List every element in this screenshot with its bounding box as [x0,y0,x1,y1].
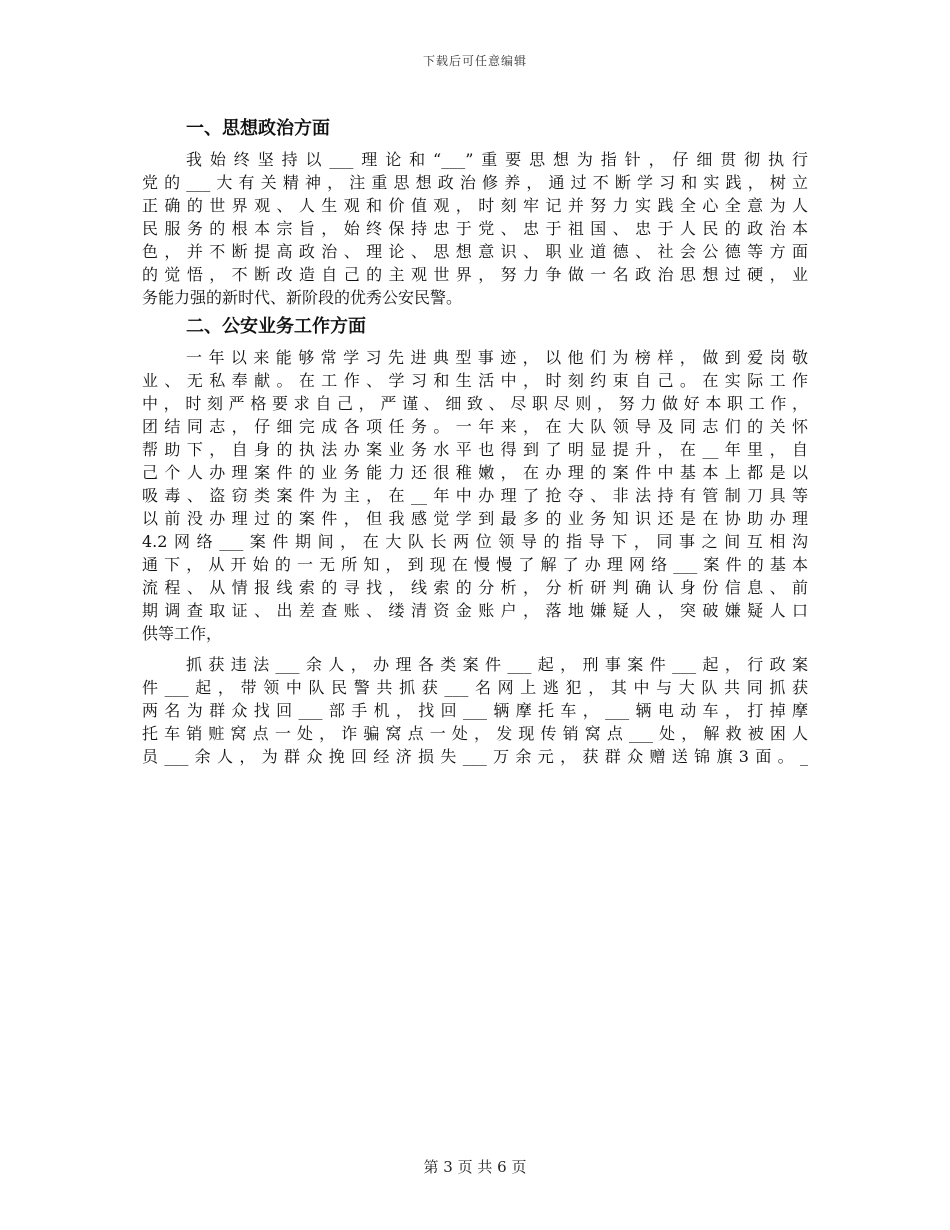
text-line: 托车销赃窝点一处，诈骗窝点一处，发现传销窝点___处，解救被困人 [142,724,808,743]
page-footer: 第 3 页 共 6 页 [423,1158,527,1176]
text-line: 以前没办理过的案件，但我感觉学到最多的业务知识还是在协助办理 [142,509,808,528]
text-line: 流程、从情报线索的寻找，线索的分析，分析研判确认身份信息、前 [142,578,808,597]
text-line: 中，时刻严格要求自己，严谨、细致、尽职尽则，努力做好本职工作， [142,394,808,413]
page-header: 下载后可任意编辑 [422,54,527,68]
text-line: 民服务的根本宗旨，始终保持忠于党、忠于祖国、忠于人民的政治本 [142,219,808,238]
text-line: 团结同志，仔细完成各项任务。一年来，在大队领导及同志们的关怀 [142,417,808,436]
text-line: 正确的世界观、人生观和价值观，时刻牢记并努力实践全心全意为人 [142,196,808,215]
text-line: 的觉悟，不断改造自己的主观世界，努力争做一名政治思想过硬，业 [142,265,808,284]
paragraph-1 [142,147,808,308]
text-line: 一年以来能够常学习先进典型事迹，以他们为榜样，做到爱岗敬 [186,348,808,367]
text-line: 我始终坚持以___理论和“___”重要思想为指针，仔细贯彻执行 [186,150,808,169]
text-line: 务能力强的新时代、新阶段的优秀公安民警。 [142,288,463,307]
text-line: 色，并不断提高政治、理论、思想意识、职业道德、社会公德等方面 [142,242,808,261]
text-line: 通下，从开始的一无所知，到现在慢慢了解了办理网络___案件的基本 [142,555,808,574]
text-line: 期调查取证、出差查账、缕清资金账户，落地嫌疑人，突破嫌疑人口 [142,601,808,620]
text-line: 党的___大有关精神，注重思想政治修养，通过不断学习和实践，树立 [142,173,808,192]
section-heading-1: 一、思想政治方面 [186,118,330,139]
text-line: 己个人办理案件的业务能力还很稚嫩，在办理的案件中基本上都是以 [142,463,808,482]
text-line: 抓获违法___余人，办理各类案件___起，刑事案件___起，行政案 [186,655,808,674]
text-line: 4.2网络___案件期间，在大队长两位领导的指导下，同事之间互相沟 [142,532,808,551]
text-line: 帮助下，自身的执法办案业务水平也得到了明显提升，在__年里，自 [142,440,808,459]
text-line: 件___起，带领中队民警共抓获___名网上逃犯，其中与大队共同抓获 [142,678,808,697]
section-heading-2: 二、公安业务工作方面 [186,316,366,337]
paragraph-gap [142,644,808,652]
document-body [142,110,808,767]
text-line: 员___余人，为群众挽回经济损失___万余元，获群众赠送锦旗3面。_ [142,747,808,766]
paragraph-3 [142,652,808,767]
text-line: 吸毒、盗窃类案件为主，在__年中办理了抢夺、非法持有管制刀具等 [142,486,808,505]
text-line: 业、无私奉献。在工作、学习和生活中，时刻约束自己。在实际工作 [142,371,808,390]
text-line: 供等工作， [142,624,223,643]
text-line: 两名为群众找回___部手机，找回___辆摩托车，___辆电动车，打掉摩 [142,701,808,720]
paragraph-2 [142,345,808,644]
